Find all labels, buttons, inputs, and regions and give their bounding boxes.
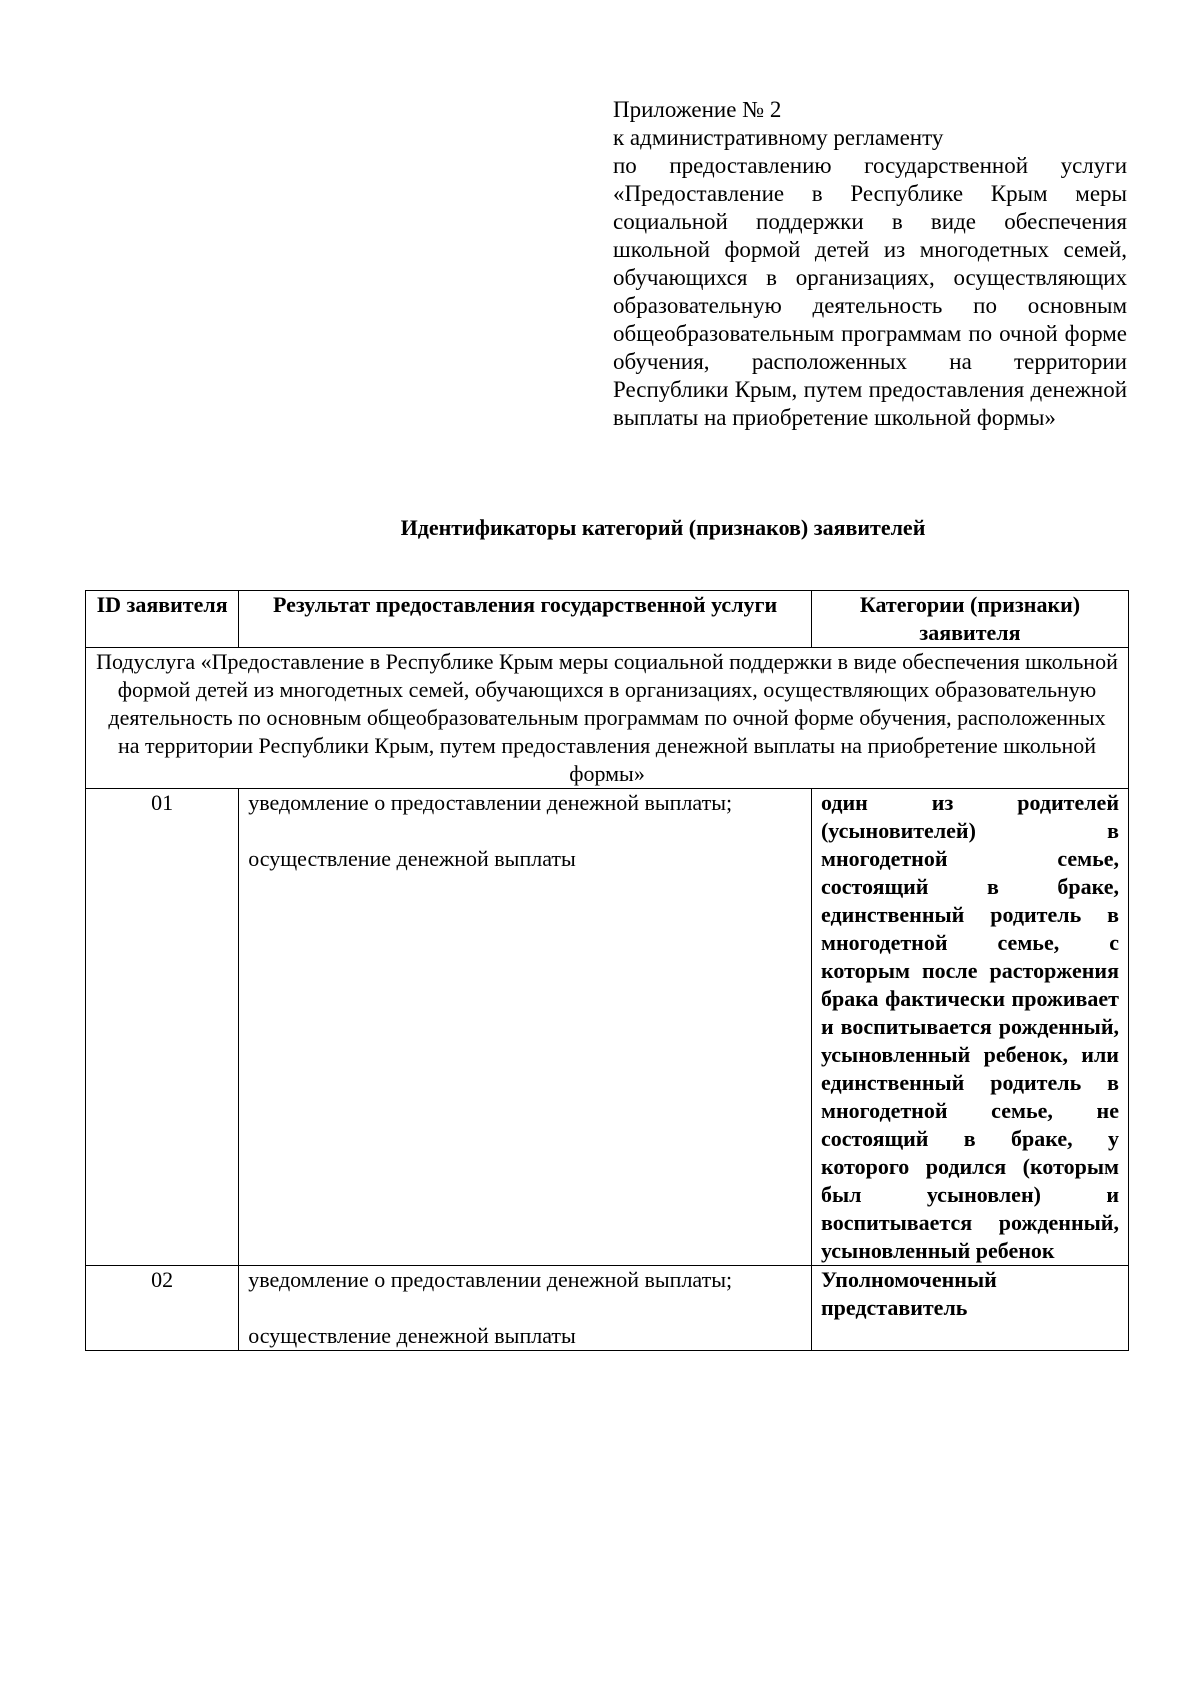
page-title: Идентификаторы категорий (признаков) заявителей bbox=[400, 515, 926, 540]
spacer bbox=[248, 1294, 802, 1322]
appendix-service-name: по предоставлению государственной услуги «Предоставление в Республике Крым меры социальной поддержки в виде обеспечения школьной формой детей из многодетных семей, обучающихся в организациях, осуществляющих образовательную деятельность по основным общеобразовательным программам по очной форме обучения, расположенных на территории Республики Крым, путем предоставления денежной выплаты на приобретение школьной формы» bbox=[613, 153, 1127, 430]
result-notification: уведомление о предоставлении денежной выплаты; bbox=[248, 1267, 733, 1292]
table-row bbox=[86, 1266, 1129, 1351]
row-result bbox=[239, 789, 812, 1266]
header-id: ID заявителя bbox=[86, 591, 239, 648]
row-category: Уполномоченный представитель bbox=[811, 1266, 1128, 1351]
result-notification: уведомление о предоставлении денежной выплаты; bbox=[248, 790, 733, 815]
result-payment: осуществление денежной выплаты bbox=[248, 1323, 576, 1348]
appendix-block bbox=[613, 96, 1127, 432]
table-header-row bbox=[86, 591, 1129, 648]
result-payment: осуществление денежной выплаты bbox=[248, 846, 576, 871]
header-category: Категории (признаки) заявителя bbox=[811, 591, 1128, 648]
appendix-reference: к административному регламенту bbox=[613, 125, 944, 150]
row-category: один из родителей (усыновителей) в многодетной семье, состоящий в браке, единственный родитель в многодетной семье, с которым после расторжения брака фактически проживает и воспитывается рожденный, усыновленный ребенок, или единственный родитель в многодетной семье, не состоящий в браке, у которого родился (которым был усыновлен) и воспитывается рожденный, усыновленный ребенок bbox=[811, 789, 1128, 1266]
row-result bbox=[239, 1266, 812, 1351]
row-id: 02 bbox=[86, 1266, 239, 1351]
row-id: 01 bbox=[86, 789, 239, 1266]
spacer bbox=[248, 817, 802, 845]
applicant-ids-table bbox=[85, 590, 1129, 1351]
table-row bbox=[86, 789, 1129, 1266]
subservice-row bbox=[86, 648, 1129, 789]
header-result: Результат предоставления государственной услуги bbox=[239, 591, 812, 648]
appendix-number: Приложение № 2 bbox=[613, 97, 782, 122]
subservice-text: Подуслуга «Предоставление в Республике Крым меры социальной поддержки в виде обеспечения школьной формой детей из многодетных семей, обучающихся в организациях, осуществляющих образовательную деятельность по основным общеобразовательным программам по очной форме обучения, расположенных на территории Республики Крым, путем предоставления денежной выплаты на приобретение школьной формы» bbox=[86, 648, 1129, 789]
